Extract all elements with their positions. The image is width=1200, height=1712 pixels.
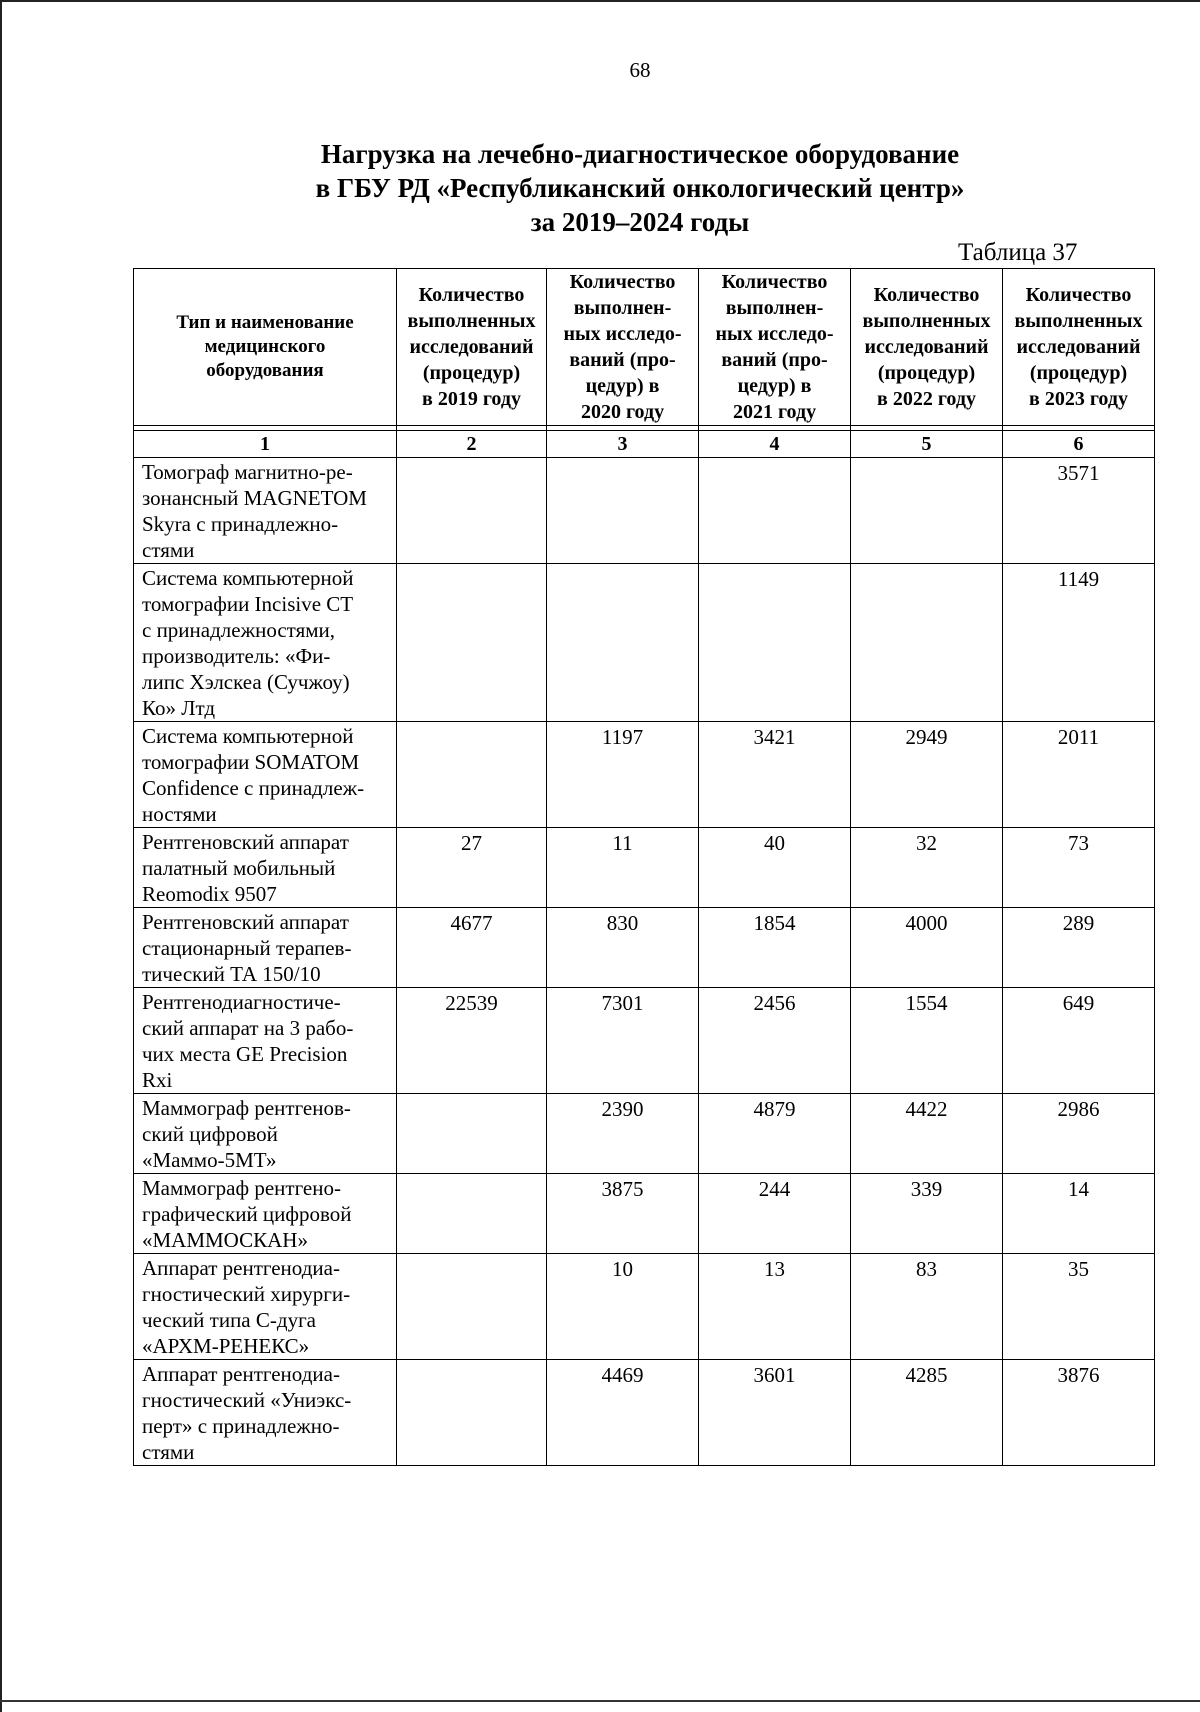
value-cell-2023: 2011 (1003, 722, 1155, 828)
value-cell-2020: 2390 (547, 1094, 699, 1174)
value-cell-2020: 1197 (547, 722, 699, 828)
table-row (134, 1360, 1155, 1466)
header-2023 (1003, 269, 1155, 426)
value-cell-2019 (397, 564, 547, 722)
column-number: 1 (134, 431, 397, 458)
equipment-name-cell (134, 1094, 397, 1174)
header-line: ных исследо- (563, 323, 682, 345)
equipment-name-line: Маммограф рентгенов- (142, 1096, 351, 1120)
header-line: медицинского (204, 336, 326, 357)
value-cell-2021 (699, 564, 851, 722)
value-cell-2019 (397, 458, 547, 564)
header-2021 (699, 269, 851, 426)
value-cell-2021: 1854 (699, 908, 851, 988)
column-number: 5 (851, 431, 1003, 458)
equipment-name-line: ский цифровой (142, 1122, 278, 1146)
equipment-name-line: «МАММОСКАН» (142, 1228, 308, 1252)
equipment-name-line: Томограф магнитно-ре- (142, 460, 353, 484)
value-cell-2019 (397, 1360, 547, 1466)
value-cell-2021 (699, 458, 851, 564)
document-title (0, 137, 1200, 239)
equipment-name-line: липс Хэлскеа (Сучжоу) (142, 670, 350, 694)
equipment-name-line: Confidence с принадлеж- (142, 776, 365, 800)
value-cell-2022: 4285 (851, 1360, 1003, 1466)
equipment-name-line: Аппарат рентгенодиа- (142, 1256, 340, 1280)
equipment-name-cell (134, 1254, 397, 1360)
header-line: Количество (873, 284, 980, 306)
value-cell-2020: 10 (547, 1254, 699, 1360)
equipment-name-line: Ко» Лтд (142, 696, 216, 720)
equipment-name-line: ский аппарат на 3 рабо- (142, 1016, 354, 1040)
header-row (134, 269, 1155, 426)
header-line: исследований (864, 336, 989, 358)
header-equipment-type (134, 269, 397, 426)
equipment-name-line: Rxi (142, 1068, 173, 1092)
column-number: 2 (397, 431, 547, 458)
equipment-load-table (133, 268, 1155, 1466)
equipment-name-cell (134, 722, 397, 828)
equipment-name-line: гностический хирурги- (142, 1282, 351, 1306)
value-cell-2023: 3876 (1003, 1360, 1155, 1466)
header-line: (процедур) (1029, 362, 1128, 384)
equipment-name-line: Рентгенодиагностиче- (142, 990, 341, 1014)
table-row (134, 828, 1155, 908)
value-cell-2019 (397, 1174, 547, 1254)
equipment-name-line: Система компьютерной (142, 724, 354, 748)
table-row (134, 1094, 1155, 1174)
value-cell-2022: 4000 (851, 908, 1003, 988)
value-cell-2023: 3571 (1003, 458, 1155, 564)
equipment-name-line: тический ТА 150/10 (142, 962, 321, 986)
value-cell-2022: 83 (851, 1254, 1003, 1360)
equipment-name-cell (134, 828, 397, 908)
equipment-name-line: «АРХМ-РЕНЕКС» (142, 1334, 310, 1358)
header-line: Количество (569, 271, 676, 293)
equipment-name-line: стационарный терапев- (142, 936, 352, 960)
header-line: ваний (про- (569, 349, 676, 371)
header-line: исследований (1016, 336, 1141, 358)
header-2020 (547, 269, 699, 426)
equipment-name-cell (134, 988, 397, 1094)
value-cell-2019: 22539 (397, 988, 547, 1094)
value-cell-2021: 244 (699, 1174, 851, 1254)
scan-border-left (0, 0, 2, 1712)
value-cell-2023: 73 (1003, 828, 1155, 908)
table-row (134, 564, 1155, 722)
title-line: в ГБУ РД «Республиканский онкологический центр» (315, 173, 965, 203)
value-cell-2021: 40 (699, 828, 851, 908)
value-cell-2020: 830 (547, 908, 699, 988)
header-2019 (397, 269, 547, 426)
header-line: цедур) в (585, 375, 660, 397)
equipment-name-line: чих места GE Precision (142, 1042, 348, 1066)
value-cell-2019 (397, 1254, 547, 1360)
header-line: выполнен- (725, 297, 824, 319)
equipment-name-cell (134, 564, 397, 722)
value-cell-2022: 1554 (851, 988, 1003, 1094)
equipment-name-line: «Маммо-5МТ» (142, 1148, 277, 1172)
column-number: 3 (547, 431, 699, 458)
equipment-name-line: гностический «Униэкс- (142, 1388, 352, 1412)
equipment-name-line: зонансный MAGNETOM (142, 486, 367, 510)
column-number: 4 (699, 431, 851, 458)
value-cell-2023: 289 (1003, 908, 1155, 988)
header-line: 2020 году (580, 401, 665, 423)
header-line: выполнен- (573, 297, 672, 319)
value-cell-2020: 7301 (547, 988, 699, 1094)
equipment-name-line: палатный мобильный (142, 856, 336, 880)
value-cell-2022 (851, 458, 1003, 564)
header-line: цедур) в (737, 375, 812, 397)
equipment-name-line: Аппарат рентгенодиа- (142, 1362, 340, 1386)
value-cell-2021: 3601 (699, 1360, 851, 1466)
table-row (134, 458, 1155, 564)
header-line: оборудования (206, 360, 324, 381)
value-cell-2019: 27 (397, 828, 547, 908)
value-cell-2021: 3421 (699, 722, 851, 828)
header-line: в 2022 году (877, 388, 976, 410)
header-line: выполненных (1014, 310, 1143, 332)
header-line: (процедур) (422, 362, 521, 384)
value-cell-2021: 2456 (699, 988, 851, 1094)
equipment-name-cell (134, 458, 397, 564)
value-cell-2022: 2949 (851, 722, 1003, 828)
equipment-name-line: томографии SOMATOM (142, 750, 360, 774)
table-row (134, 1254, 1155, 1360)
column-number: 6 (1003, 431, 1155, 458)
header-2022 (851, 269, 1003, 426)
equipment-name-cell (134, 1360, 397, 1466)
table-row (134, 1174, 1155, 1254)
equipment-name-line: Маммограф рентгено- (142, 1176, 341, 1200)
table-row (134, 988, 1155, 1094)
header-line: (процедур) (877, 362, 976, 384)
value-cell-2022: 32 (851, 828, 1003, 908)
header-line: Количество (1025, 284, 1132, 306)
header-line: в 2019 году (422, 388, 521, 410)
equipment-name-line: Reomodix 9507 (142, 882, 277, 906)
value-cell-2023: 1149 (1003, 564, 1155, 722)
equipment-name-line: ностями (142, 802, 217, 826)
equipment-name-line: графический цифровой (142, 1202, 352, 1226)
value-cell-2019: 4677 (397, 908, 547, 988)
page-number: 68 (629, 58, 651, 82)
header-line: ваний (про- (721, 349, 828, 371)
column-number-row (134, 431, 1155, 458)
value-cell-2021: 4879 (699, 1094, 851, 1174)
value-cell-2019 (397, 722, 547, 828)
header-line: Тип и наименование (176, 312, 354, 333)
title-line: Нагрузка на лечебно-диагностическое оборудование (320, 139, 960, 169)
title-line: за 2019–2024 годы (530, 207, 750, 237)
equipment-name-line: перт» с принадлежно- (142, 1414, 340, 1438)
value-cell-2022: 4422 (851, 1094, 1003, 1174)
equipment-name-line: Рентгеновский аппарат (142, 830, 349, 854)
value-cell-2023: 35 (1003, 1254, 1155, 1360)
table-row (134, 908, 1155, 988)
header-line: ных исследо- (715, 323, 834, 345)
equipment-name-line: Система компьютерной (142, 566, 354, 590)
header-line: выполненных (407, 310, 536, 332)
value-cell-2020 (547, 564, 699, 722)
value-cell-2020: 4469 (547, 1360, 699, 1466)
value-cell-2020: 11 (547, 828, 699, 908)
value-cell-2023: 649 (1003, 988, 1155, 1094)
value-cell-2023: 2986 (1003, 1094, 1155, 1174)
value-cell-2022 (851, 564, 1003, 722)
value-cell-2020 (547, 458, 699, 564)
equipment-name-cell (134, 908, 397, 988)
header-line: Количество (418, 284, 525, 306)
equipment-name-line: ческий типа С-дуга (142, 1308, 316, 1332)
value-cell-2021: 13 (699, 1254, 851, 1360)
equipment-name-line: стями (142, 1440, 195, 1464)
header-line: выполненных (862, 310, 991, 332)
equipment-name-line: стями (142, 538, 195, 562)
equipment-name-line: томографии Incisive CT (142, 592, 354, 616)
equipment-name-line: Skyra с принадлежно- (142, 512, 339, 536)
equipment-name-line: Рентгеновский аппарат (142, 910, 349, 934)
header-line: 2021 году (732, 401, 817, 423)
header-line: Количество (721, 271, 828, 293)
table-row (134, 722, 1155, 828)
table-label: Таблица 37 (958, 239, 1078, 266)
equipment-name-line: производитель: «Фи- (142, 644, 331, 668)
equipment-name-cell (134, 1174, 397, 1254)
value-cell-2019 (397, 1094, 547, 1174)
value-cell-2020: 3875 (547, 1174, 699, 1254)
header-line: исследований (409, 336, 534, 358)
equipment-name-line: с принадлежностями, (142, 618, 336, 642)
scan-border-bottom (0, 1700, 1200, 1702)
header-line: в 2023 году (1029, 388, 1128, 410)
scan-border-top (0, 0, 1200, 2)
value-cell-2023: 14 (1003, 1174, 1155, 1254)
value-cell-2022: 339 (851, 1174, 1003, 1254)
